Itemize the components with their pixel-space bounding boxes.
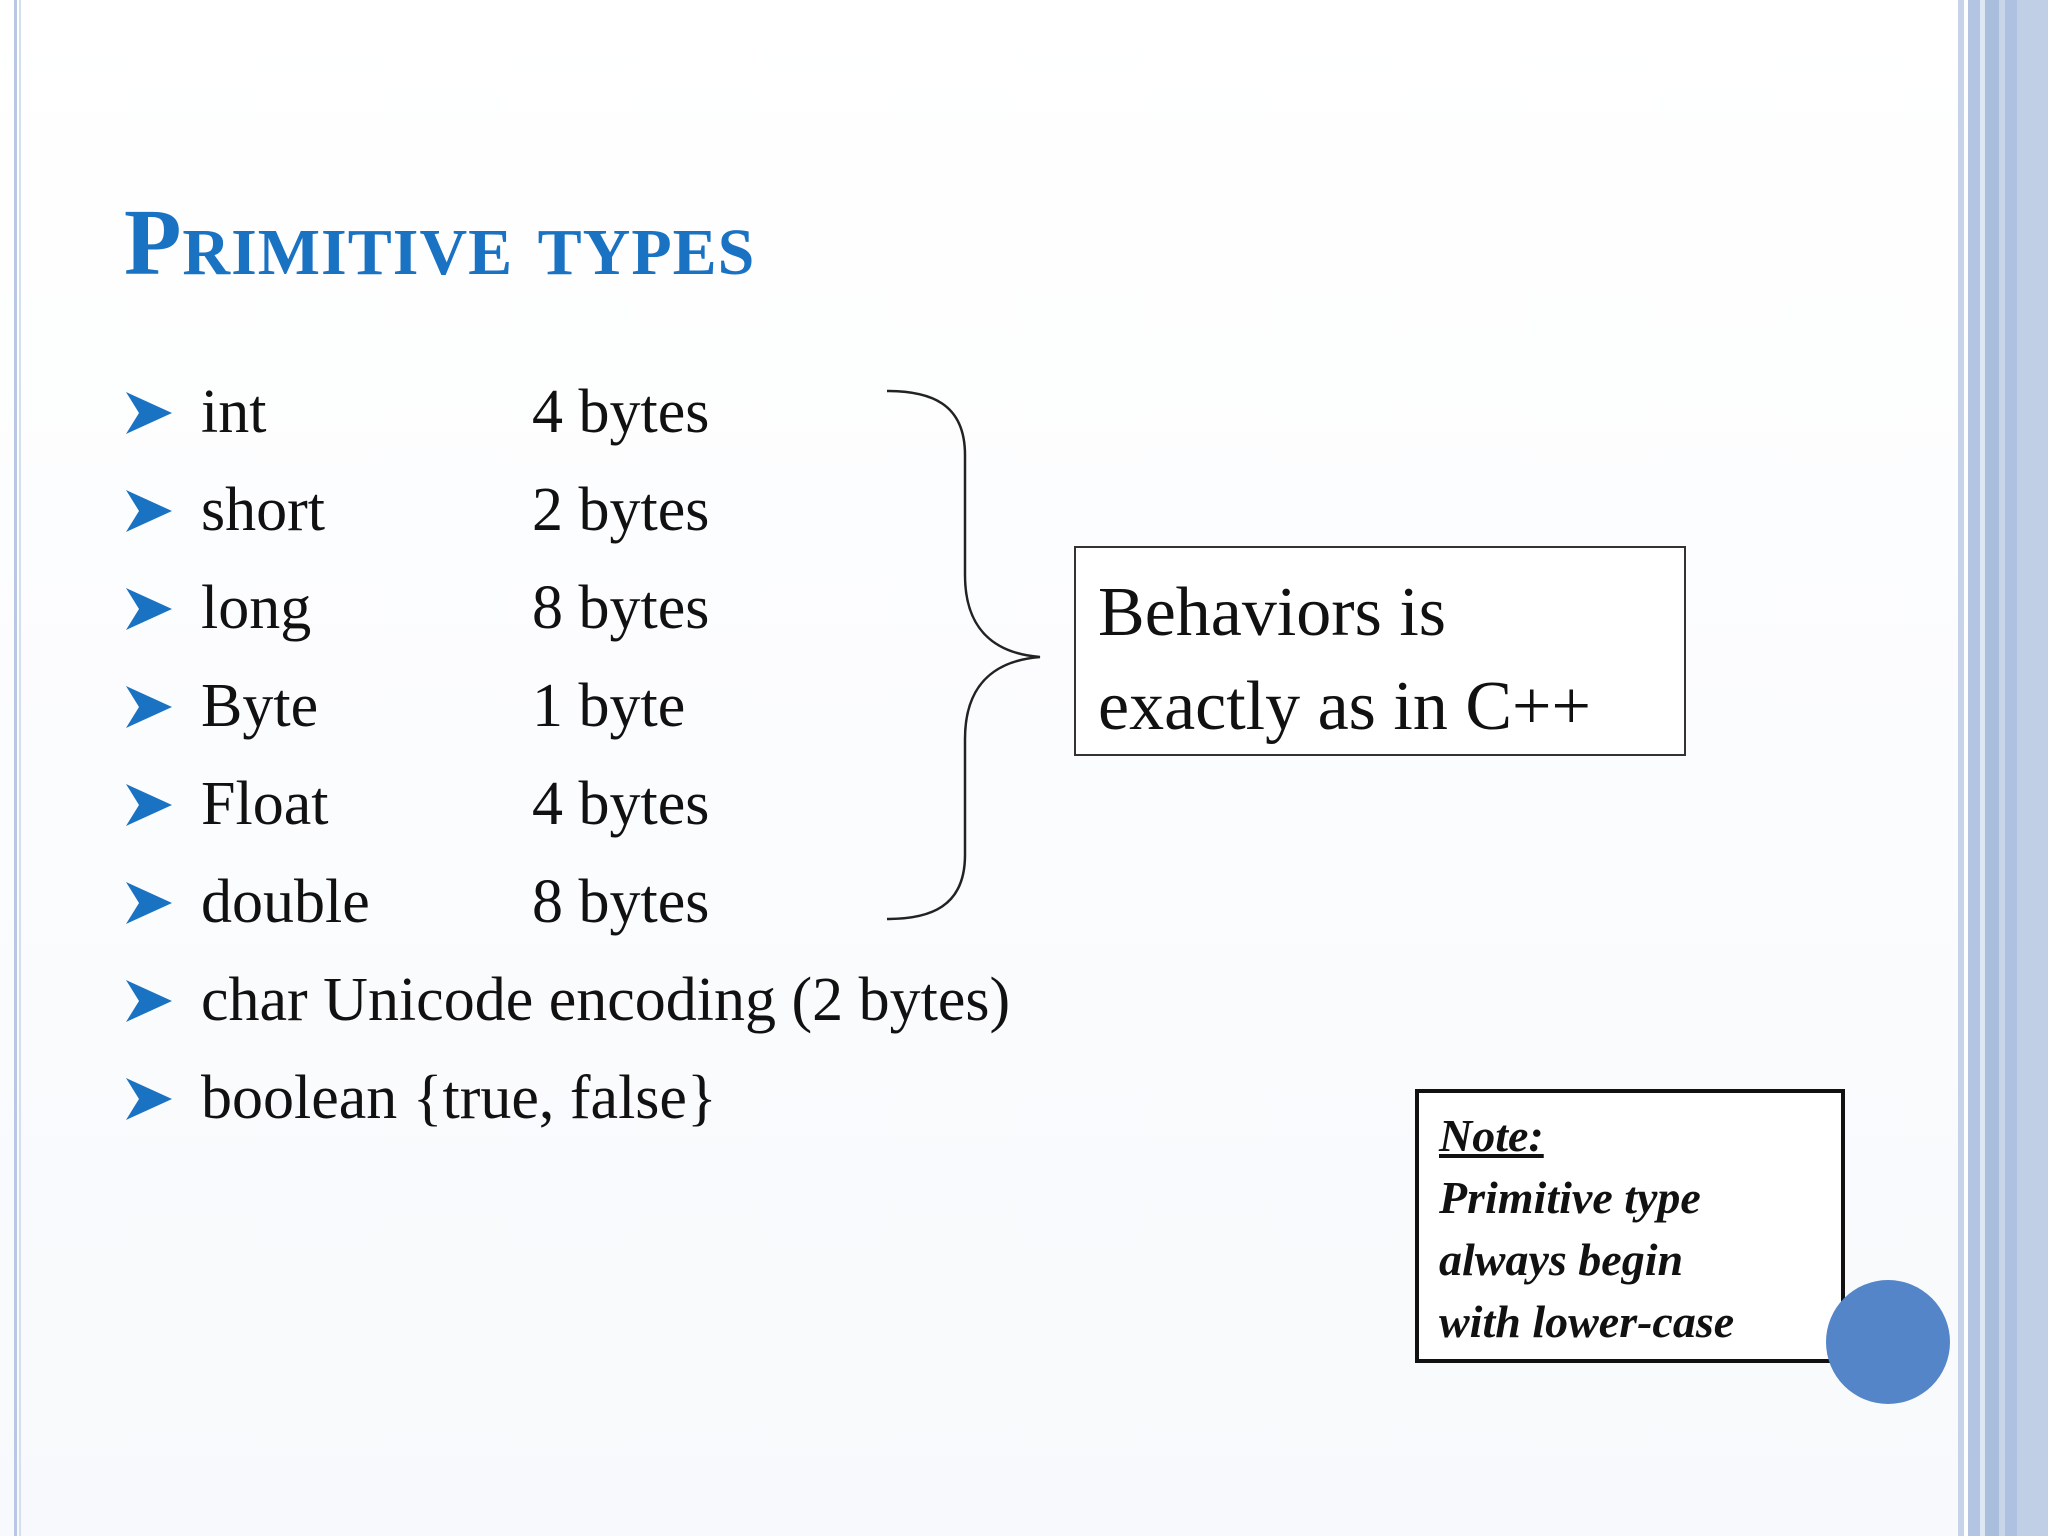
type-size: 8 bytes: [532, 868, 710, 936]
left-border-line-inner: [19, 0, 21, 1536]
behaviors-line-2: exactly as in C++: [1098, 668, 1592, 745]
type-name: Float: [201, 770, 329, 838]
arrow-bullet-icon: [126, 882, 172, 924]
arrow-bullet-icon: [126, 392, 172, 434]
type-name: int: [201, 378, 267, 446]
type-size: 1 byte: [532, 672, 686, 740]
note-line-1: Primitive type: [1439, 1172, 1701, 1223]
type-name: Byte: [201, 672, 319, 740]
decorative-circle: [1826, 1280, 1950, 1404]
type-size: 4 bytes: [532, 770, 710, 838]
note-heading: Note:: [1439, 1110, 1544, 1161]
behaviors-line-1: Behaviors is: [1098, 574, 1447, 651]
note-box: [1415, 1089, 1845, 1363]
type-size: 8 bytes: [532, 574, 710, 642]
arrow-bullet-icon: [126, 490, 172, 532]
arrow-bullet-icon: [126, 686, 172, 728]
left-border-line: [14, 0, 17, 1536]
behaviors-box: [1074, 546, 1686, 756]
type-size: 2 bytes: [532, 476, 710, 544]
type-size: 4 bytes: [532, 378, 710, 446]
type-name: long: [201, 574, 312, 642]
arrow-bullet-icon: [126, 784, 172, 826]
right-decor-band: [1968, 0, 1980, 1536]
arrow-bullet-icon: [126, 1078, 172, 1120]
right-decor-band: [2017, 0, 2048, 1536]
bullet-text: boolean {true, false}: [201, 1064, 717, 1132]
type-name: short: [201, 476, 325, 544]
curly-brace-icon: [880, 385, 1050, 925]
type-name: double: [201, 868, 370, 936]
note-line-3: with lower-case: [1439, 1296, 1735, 1347]
bullet-text: char Unicode encoding (2 bytes): [201, 966, 1011, 1034]
right-decor-band: [2005, 0, 2017, 1536]
right-decor-band: [1985, 0, 1999, 1536]
note-line-2: always begin: [1439, 1234, 1684, 1285]
slide-title: Primitive types: [124, 191, 756, 295]
arrow-bullet-icon: [126, 980, 172, 1022]
arrow-bullet-icon: [126, 588, 172, 630]
